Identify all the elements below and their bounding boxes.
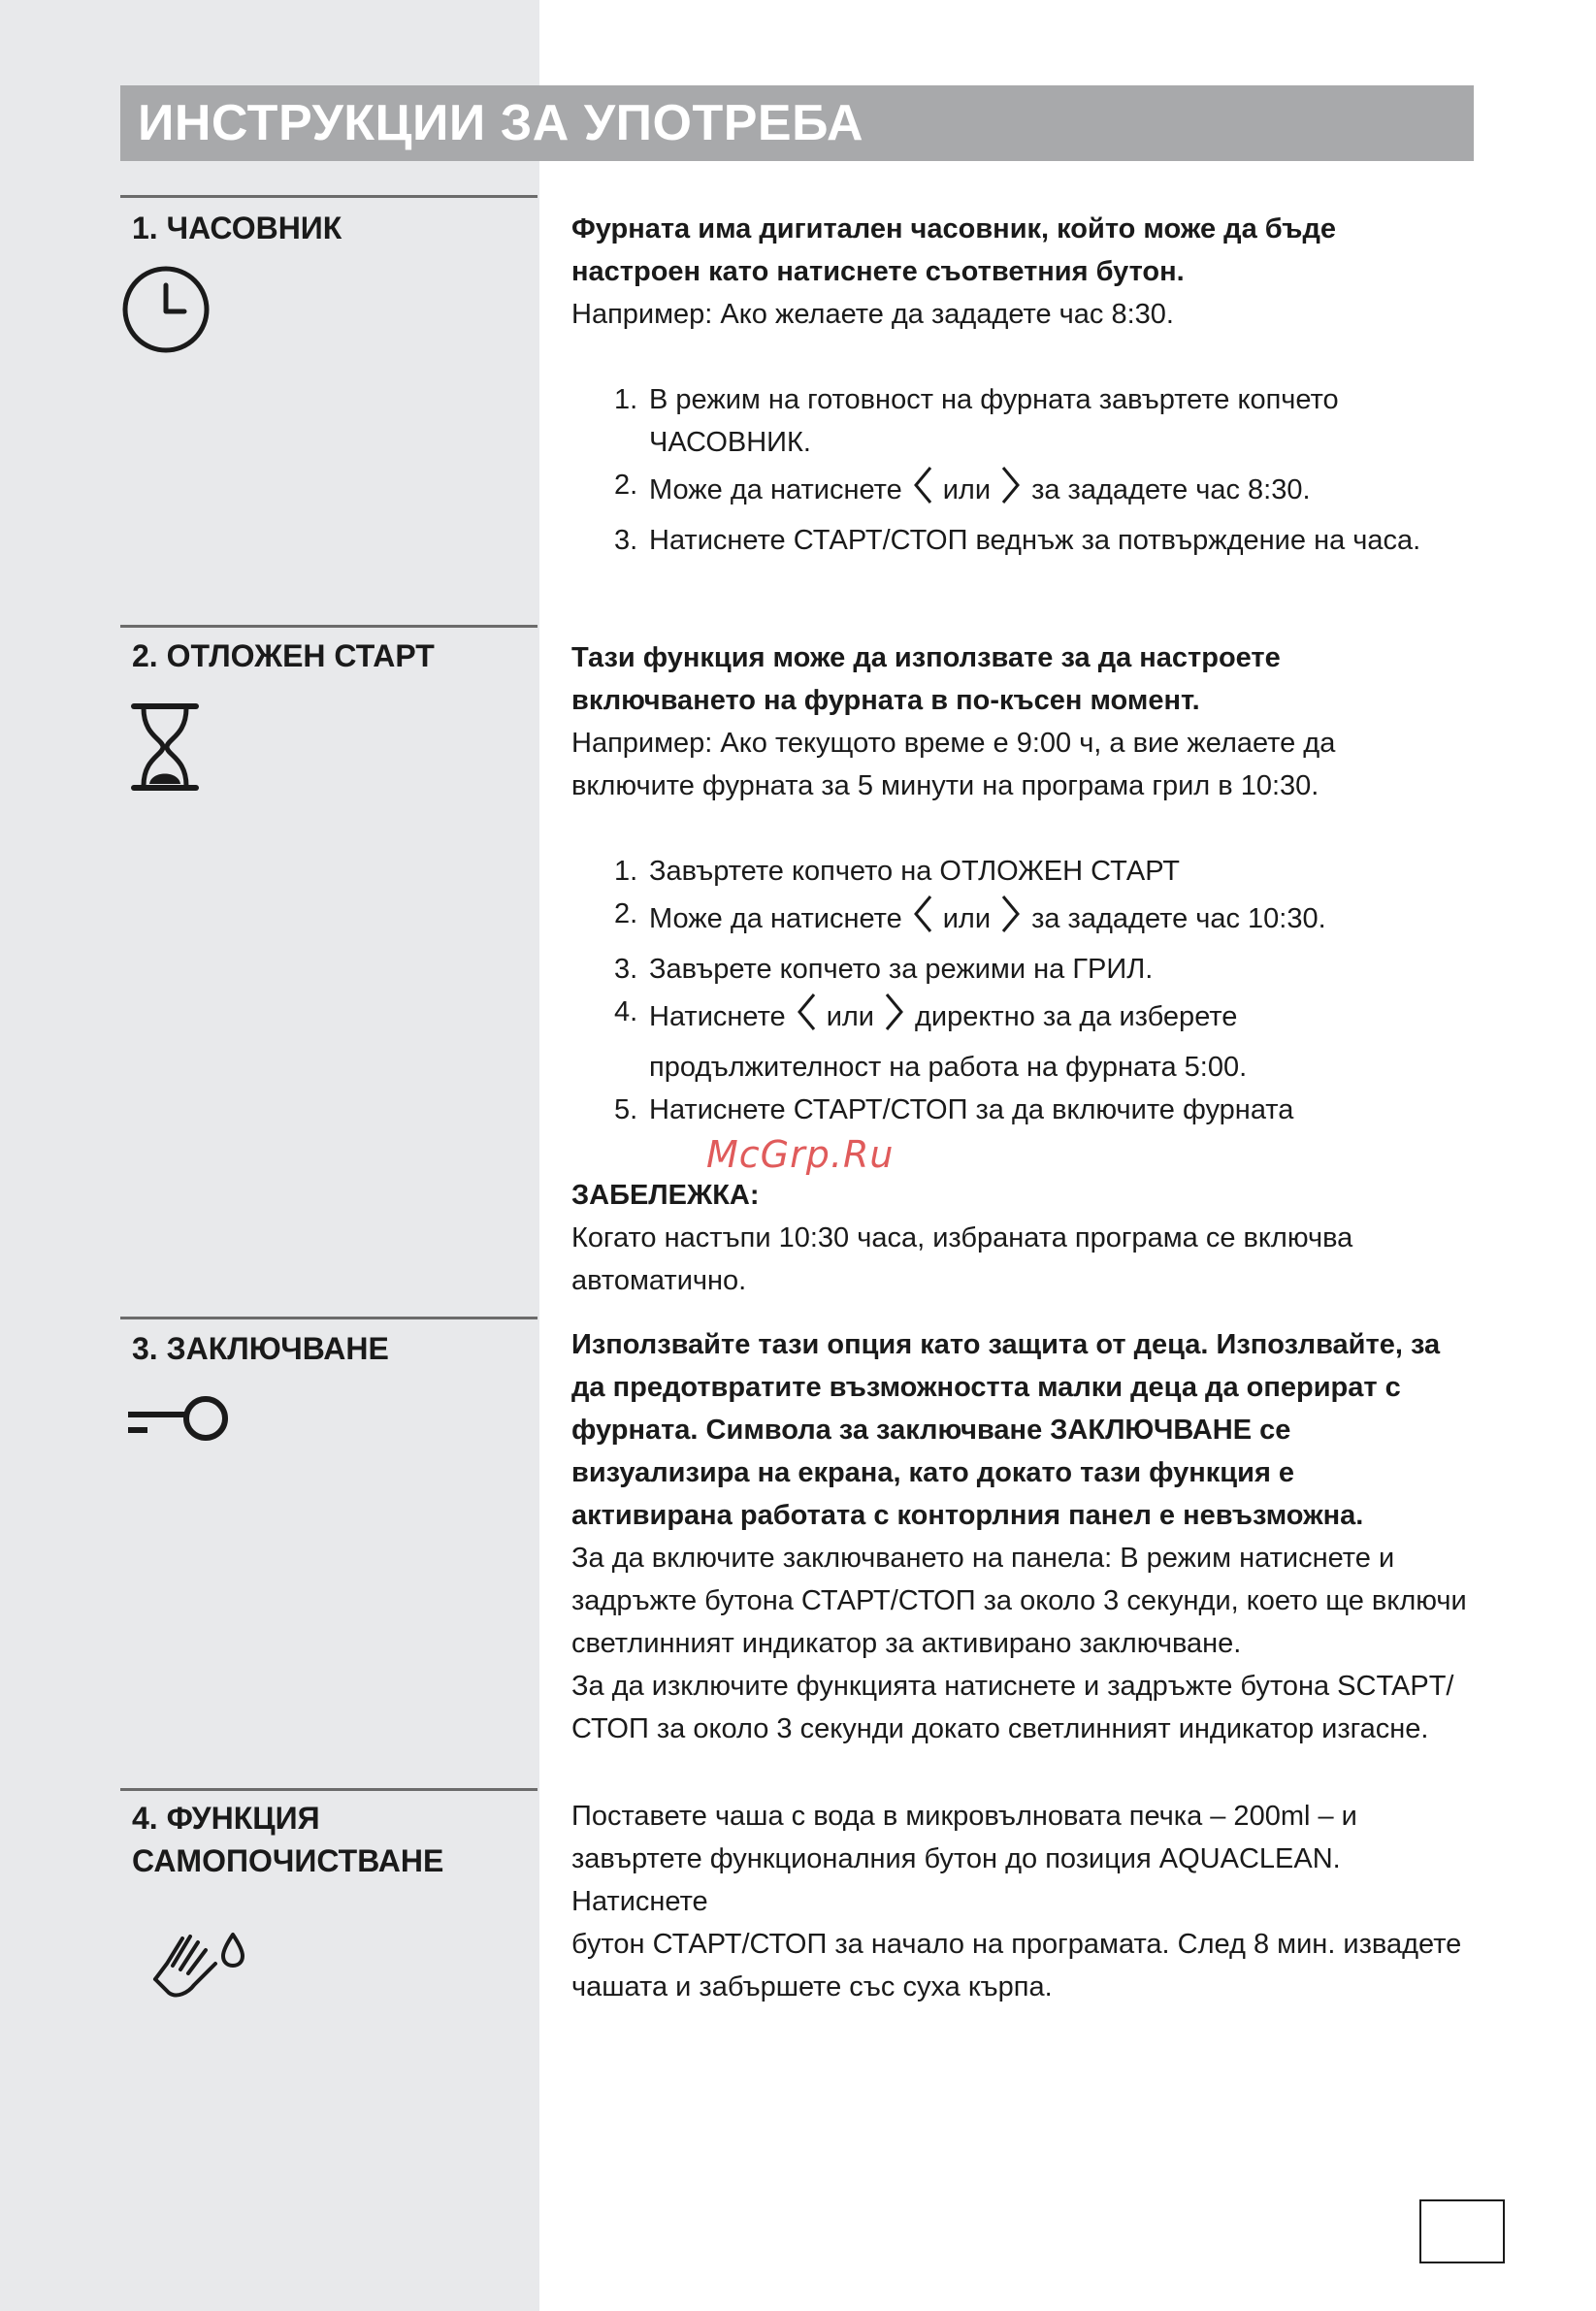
body-text: бутон СТАРТ/СТОП за начало на програмата. След 8 мин. извадете xyxy=(571,1929,1462,1960)
intro-text: Тази функция може да използвате за да настроете xyxy=(571,642,1281,673)
warning-text: Използвайте тази опция като защита от деца. Изпозлвайте, за xyxy=(571,1329,1441,1360)
intro-text: Фурната има дигитален часовник, който може да бъде xyxy=(571,213,1336,244)
example-text: Например: Ако текущото време е 9:00 ч, а вие желаете да xyxy=(571,728,1336,759)
example-text: включите фурната за 5 минути на програма грил в 10:30. xyxy=(571,770,1319,801)
body-text: За да изключите функцията натиснете и задръжте бутона SCTAPT/ xyxy=(571,1671,1454,1702)
list-item: 1. Завъртете копчето на ОТЛОЖЕН СТАРТ xyxy=(614,856,1180,887)
sidebar-background xyxy=(0,0,539,2311)
body-text: задръжте бутона СТАРТ/СТОП за около 3 секунди, което ще включи xyxy=(571,1585,1467,1616)
section-content-delay xyxy=(571,636,1483,1302)
section-title-lock: 3. ЗАКЛЮЧВАНЕ xyxy=(132,1331,389,1366)
note-text: Когато настъпи 10:30 часа, избраната програма се включва xyxy=(571,1222,1353,1253)
chevron-right-icon xyxy=(884,991,905,1046)
intro-text: настроен като натиснете съответния бутон. xyxy=(571,256,1185,287)
chevron-left-icon xyxy=(796,991,817,1046)
page-number-box xyxy=(1419,2199,1505,2263)
example-text: Например: Ако желаете да зададете час 8:30. xyxy=(571,299,1174,330)
warning-text: активирана работата с конторлния панел е невъзможна. xyxy=(571,1500,1364,1531)
list-item: 4. Натиснете или директно за да изберете продължителност на работа на фурната 5:00. xyxy=(571,991,1483,1089)
section-divider xyxy=(120,625,537,628)
intro-text: включването на фурната в по-късен момент. xyxy=(571,685,1200,716)
section-divider xyxy=(120,195,537,198)
section-divider xyxy=(120,1788,537,1791)
note-text: автоматично. xyxy=(571,1265,747,1296)
section-title-clean xyxy=(132,1797,443,1882)
clock-icon xyxy=(120,264,212,360)
section-divider xyxy=(120,1317,537,1319)
body-text: За да включите заключването на панела: В режим натиснете и xyxy=(571,1543,1395,1574)
section-title-delay: 2. ОТЛОЖЕН СТАРТ xyxy=(132,638,435,673)
body-text: СТОП за около 3 секунди докато светлинният индикатор изгасне. xyxy=(571,1713,1429,1744)
hourglass-icon xyxy=(130,700,200,798)
section-title-line: 4. ФУНКЦИЯ xyxy=(132,1801,320,1836)
section-title-clock: 1. ЧАСОВНИК xyxy=(132,211,342,245)
note-label: ЗАБЕЛЕЖКА: xyxy=(571,1180,760,1211)
section-content-clean xyxy=(571,1795,1483,2008)
warning-text: да предотвратите възможността малки деца да оперират с xyxy=(571,1372,1401,1403)
warning-text: фурната. Символа за заключване ЗАКЛЮЧВАНЕ се xyxy=(571,1415,1291,1446)
list-item: 1. В режим на готовност на фурната завъртете копчето ЧАСОВНИК. xyxy=(614,384,1339,458)
chevron-left-icon xyxy=(912,464,933,519)
list-item: 3. Натиснете СТАРТ/СТОП веднъж за потвърждение на часа. xyxy=(614,525,1421,556)
list-item: 5. Натиснете СТАРТ/СТОП за да включите фурната xyxy=(614,1094,1294,1125)
section-title-line: САМОПОЧИСТВАНЕ xyxy=(132,1843,444,1878)
list-item: 2. Може да натиснете или за зададете час 10:30. xyxy=(571,893,1483,948)
list-item: 3. Завърете копчето за режими на ГРИЛ. xyxy=(614,954,1154,985)
chevron-left-icon xyxy=(912,893,933,948)
section-content-lock xyxy=(571,1323,1483,1750)
hand-water-drop-icon xyxy=(151,1929,248,2003)
body-text: завъртете функционалния бутон до позиция AQUACLEAN. Натиснете xyxy=(571,1843,1341,1917)
page-title: ИНСТРУКЦИИ ЗА УПОТРЕБА xyxy=(120,85,1474,161)
chevron-right-icon xyxy=(1000,464,1022,519)
steps-list xyxy=(571,850,1483,1131)
body-text: светлинният индикатор за активирано заключване. xyxy=(571,1628,1242,1659)
warning-text: визуализира на екрана, като докато тази функция е xyxy=(571,1457,1295,1488)
key-lock-icon xyxy=(124,1393,233,1450)
section-content-clock xyxy=(571,208,1483,562)
body-text: чашата и забършете със суха кърпа. xyxy=(571,1971,1053,2002)
body-text: Поставете чаша с вода в микровълновата печка – 200ml – и xyxy=(571,1801,1357,1832)
chevron-right-icon xyxy=(1000,893,1022,948)
list-item: 2. Може да натиснете или за зададете час 8:30. xyxy=(571,464,1483,519)
watermark: McGrp.Ru xyxy=(706,1133,895,1176)
steps-list xyxy=(571,378,1483,562)
